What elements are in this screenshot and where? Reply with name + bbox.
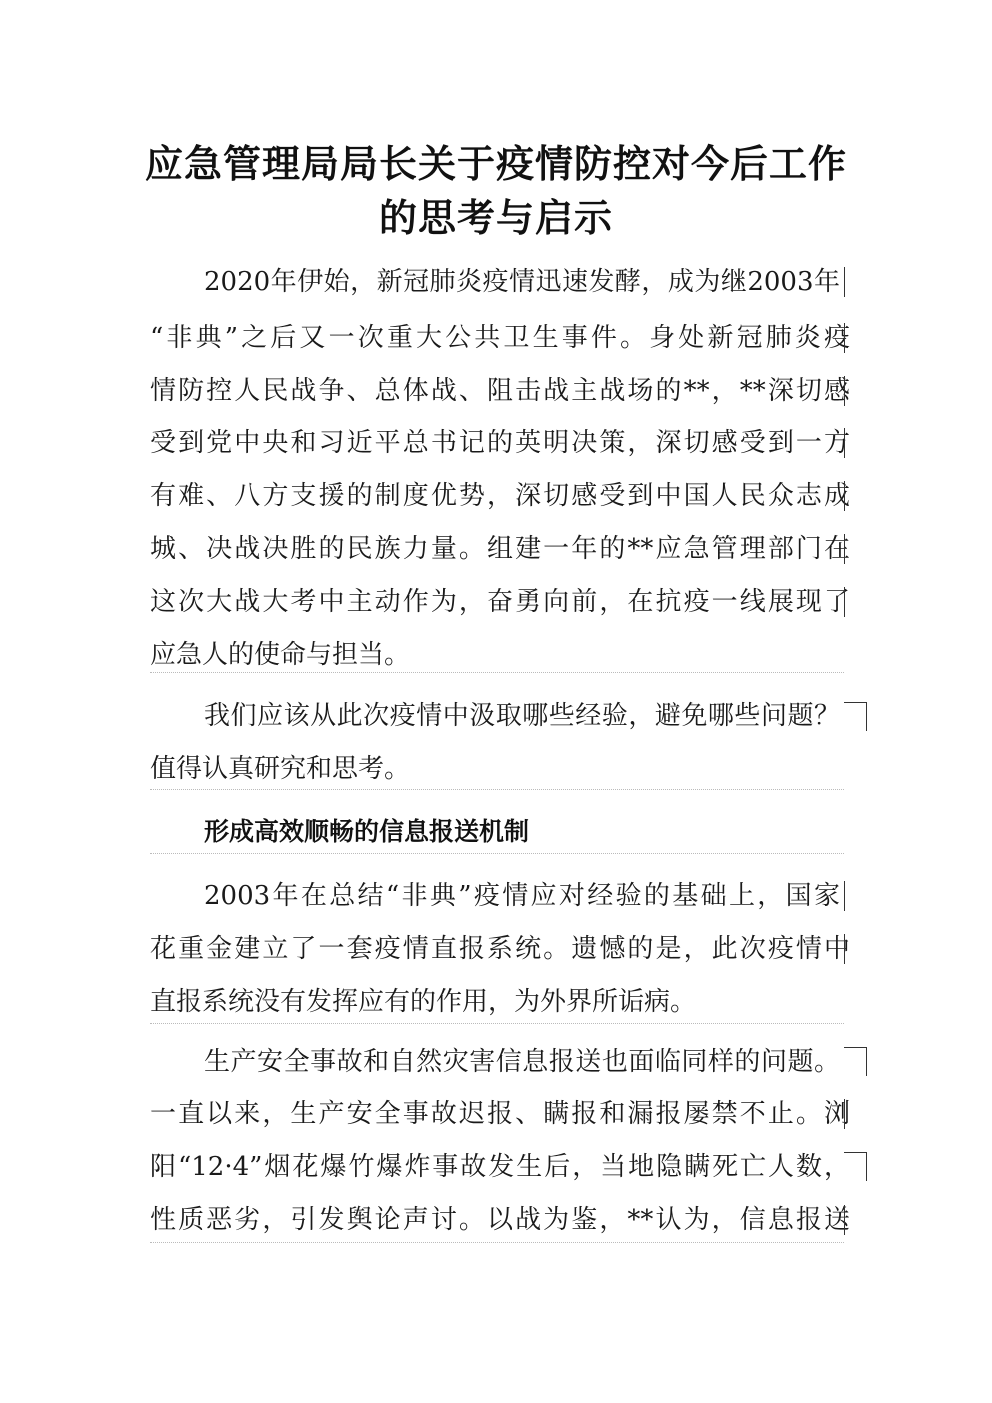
paragraph-1-line-5: 有难、八方支援的制度优势，深切感受到中国人民众志成 xyxy=(150,481,850,511)
margin-mark xyxy=(844,1152,867,1181)
margin-mark xyxy=(844,376,845,406)
margin-mark xyxy=(844,323,845,353)
paragraph-4-line-3: 阳“12·4”烟花爆竹爆炸事故发生后，当地隐瞒死亡人数， xyxy=(150,1152,850,1182)
paragraph-1-line-2: “非典”之后又一次重大公共卫生事件。身处新冠肺炎疫 xyxy=(150,323,850,353)
paragraph-2-line-2: 值得认真研究和思考。 xyxy=(150,754,411,784)
paragraph-4-line-4: 性质恶劣，引发舆论声讨。以战为鉴，**认为，信息报送 xyxy=(150,1205,850,1235)
paragraph-separator xyxy=(150,672,844,673)
section-heading: 形成高效顺畅的信息报送机制 xyxy=(204,817,530,846)
margin-mark xyxy=(844,534,845,564)
margin-mark xyxy=(844,1099,845,1129)
margin-mark xyxy=(844,1047,867,1076)
margin-mark xyxy=(844,702,867,731)
paragraph-1-line-6: 城、决战决胜的民族力量。组建一年的**应急管理部门在 xyxy=(150,534,850,564)
paragraph-4-line-1: 生产安全事故和自然灾害信息报送也面临同样的问题。 xyxy=(204,1047,840,1077)
paragraph-separator xyxy=(150,789,844,790)
margin-mark xyxy=(844,934,845,964)
paragraph-separator xyxy=(150,1242,844,1243)
document-title-line-2: 的思考与启示 xyxy=(378,195,613,240)
margin-mark xyxy=(844,1205,845,1235)
paragraph-2-line-1: 我们应该从此次疫情中汲取哪些经验，避免哪些问题？ xyxy=(204,701,840,731)
paragraph-1-line-3: 情防控人民战争、总体战、阻击战主战场的**，**深切感 xyxy=(150,376,850,406)
margin-mark xyxy=(844,267,845,297)
margin-mark xyxy=(844,481,845,511)
paragraph-1-line-8: 应急人的使命与担当。 xyxy=(150,640,411,670)
margin-mark xyxy=(844,587,845,617)
document-title-line-1: 应急管理局局长关于疫情防控对今后工作 xyxy=(144,141,847,186)
paragraph-3-line-3: 直报系统没有发挥应有的作用，为外界所诟病。 xyxy=(150,987,697,1017)
paragraph-3-line-1: 2003年在总结“非典”疫情应对经验的基础上，国家 xyxy=(204,881,840,911)
margin-mark xyxy=(844,428,845,458)
paragraph-1-line-1: 2020年伊始，新冠肺炎疫情迅速发酵，成为继2003年 xyxy=(204,267,840,297)
paragraph-4-line-2: 一直以来，生产安全事故迟报、瞒报和漏报屡禁不止。浏 xyxy=(150,1099,850,1129)
margin-mark xyxy=(844,881,845,911)
paragraph-separator xyxy=(150,1023,844,1024)
paragraph-3-line-2: 花重金建立了一套疫情直报系统。遗憾的是，此次疫情中 xyxy=(150,934,850,964)
paragraph-1-line-7: 这次大战大考中主动作为，奋勇向前，在抗疫一线展现了 xyxy=(150,587,850,617)
paragraph-separator xyxy=(150,853,844,854)
paragraph-1-line-4: 受到党中央和习近平总书记的英明决策，深切感受到一方 xyxy=(150,428,850,458)
